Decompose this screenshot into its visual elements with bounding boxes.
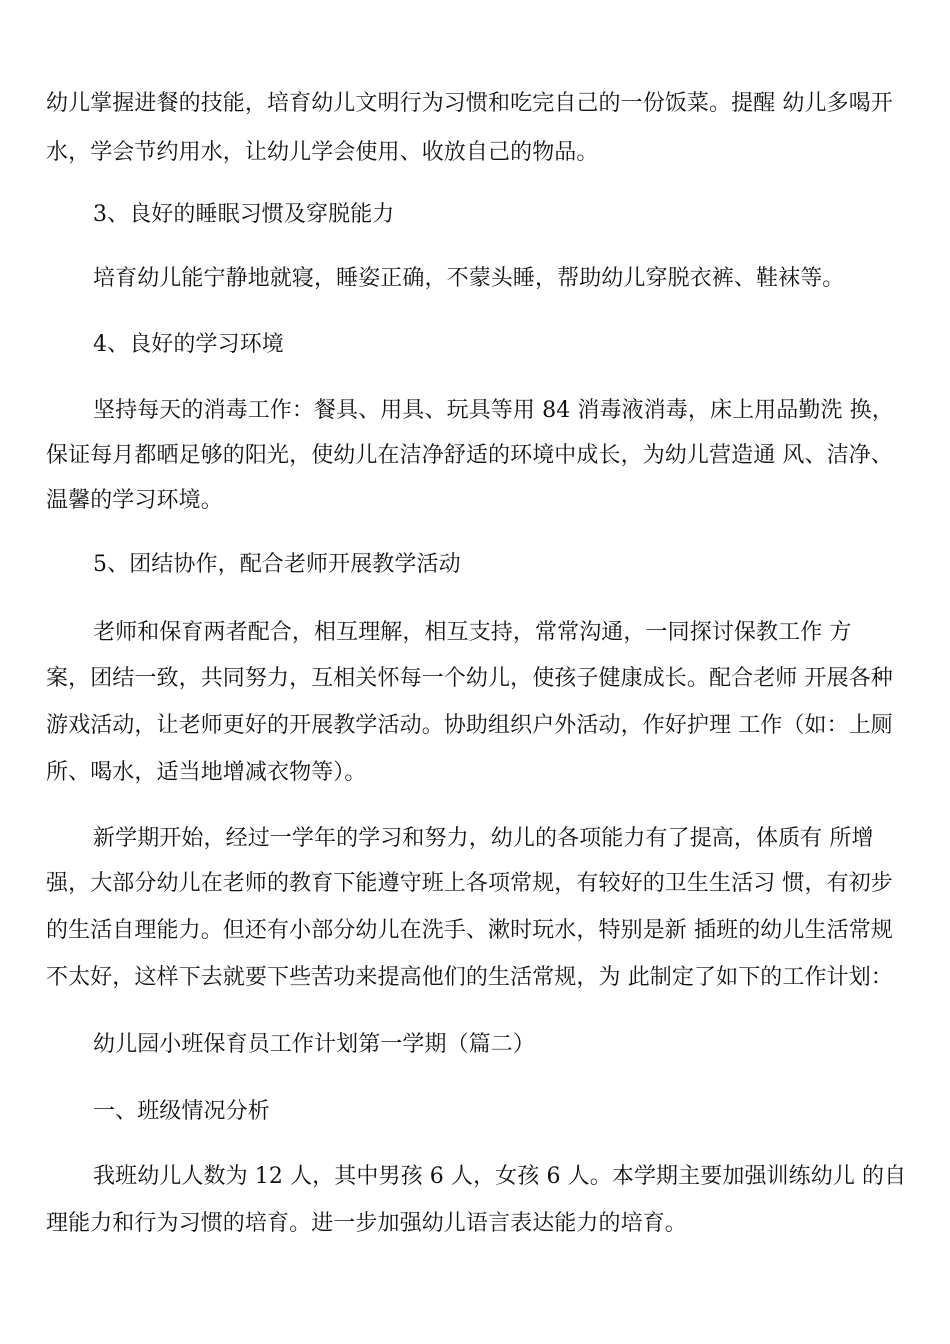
text-line: 新学期开始，经过一学年的学习和努力，幼儿的各项能力有了提高，体质有 所增 xyxy=(93,826,874,851)
text-line: 幼儿掌握进餐的技能，培育幼儿文明行为习惯和吃完自己的一份饭菜。提醒 幼儿多喝开 xyxy=(46,91,893,116)
text-line: 水，学会节约用水，让幼儿学会使用、收放自己的物品。 xyxy=(46,140,599,165)
text-line: 强，大部分幼儿在老师的教育下能遵守班上各项常规，有较好的卫生生活习 惯，有初步 xyxy=(46,871,893,896)
text-line: 游戏活动，让老师更好的开展教学活动。协助组织户外活动，作好护理 工作（如：上厕 xyxy=(46,713,893,738)
text-line: 老师和保育两者配合，相互理解，相互支持，常常沟通，一同探讨保教工作 方 xyxy=(93,620,852,645)
text-line: 理能力和行为习惯的培育。进一步加强幼儿语言表达能力的培育。 xyxy=(46,1211,687,1236)
text-line: 我班幼儿人数为 12 人，其中男孩 6 人，女孩 6 人。本学期主要加强训练幼儿 的自 xyxy=(93,1164,907,1189)
section-heading: 4、良好的学习环境 xyxy=(93,332,284,357)
text-line: 保证每月都晒足够的阳光，使幼儿在洁净舒适的环境中成长，为幼儿营造通 风、洁净、 xyxy=(46,443,893,468)
article-title: 幼儿园小班保育员工作计划第一学期（篇二） xyxy=(93,1032,536,1057)
text-line: 培育幼儿能宁静地就寝，睡姿正确，不蒙头睡，帮助幼儿穿脱衣裤、鞋袜等。 xyxy=(93,266,845,291)
text-line: 温馨的学习环境。 xyxy=(46,488,223,513)
section-heading: 3、良好的睡眠习惯及穿脱能力 xyxy=(93,202,395,227)
text-line: 案，团结一致，共同努力，互相关怀每一个幼儿，使孩子健康成长。配合老师 开展各种 xyxy=(46,666,893,691)
text-line: 坚持每天的消毒工作：餐具、用具、玩具等用 84 消毒液消毒，床上用品勤洗 换， xyxy=(93,398,894,423)
text-line: 所、喝水，适当地增减衣物等）。 xyxy=(46,760,367,785)
section-heading: 一、班级情况分析 xyxy=(93,1099,270,1124)
section-heading: 5、团结协作，配合老师开展教学活动 xyxy=(93,552,461,577)
text-line: 的生活自理能力。但还有小部分幼儿在洗手、漱时玩水，特别是新 插班的幼儿生活常规 xyxy=(46,918,893,943)
text-line: 不太好，这样下去就要下些苦功来提高他们的生活常规，为 此制定了如下的工作计划： xyxy=(46,965,893,990)
